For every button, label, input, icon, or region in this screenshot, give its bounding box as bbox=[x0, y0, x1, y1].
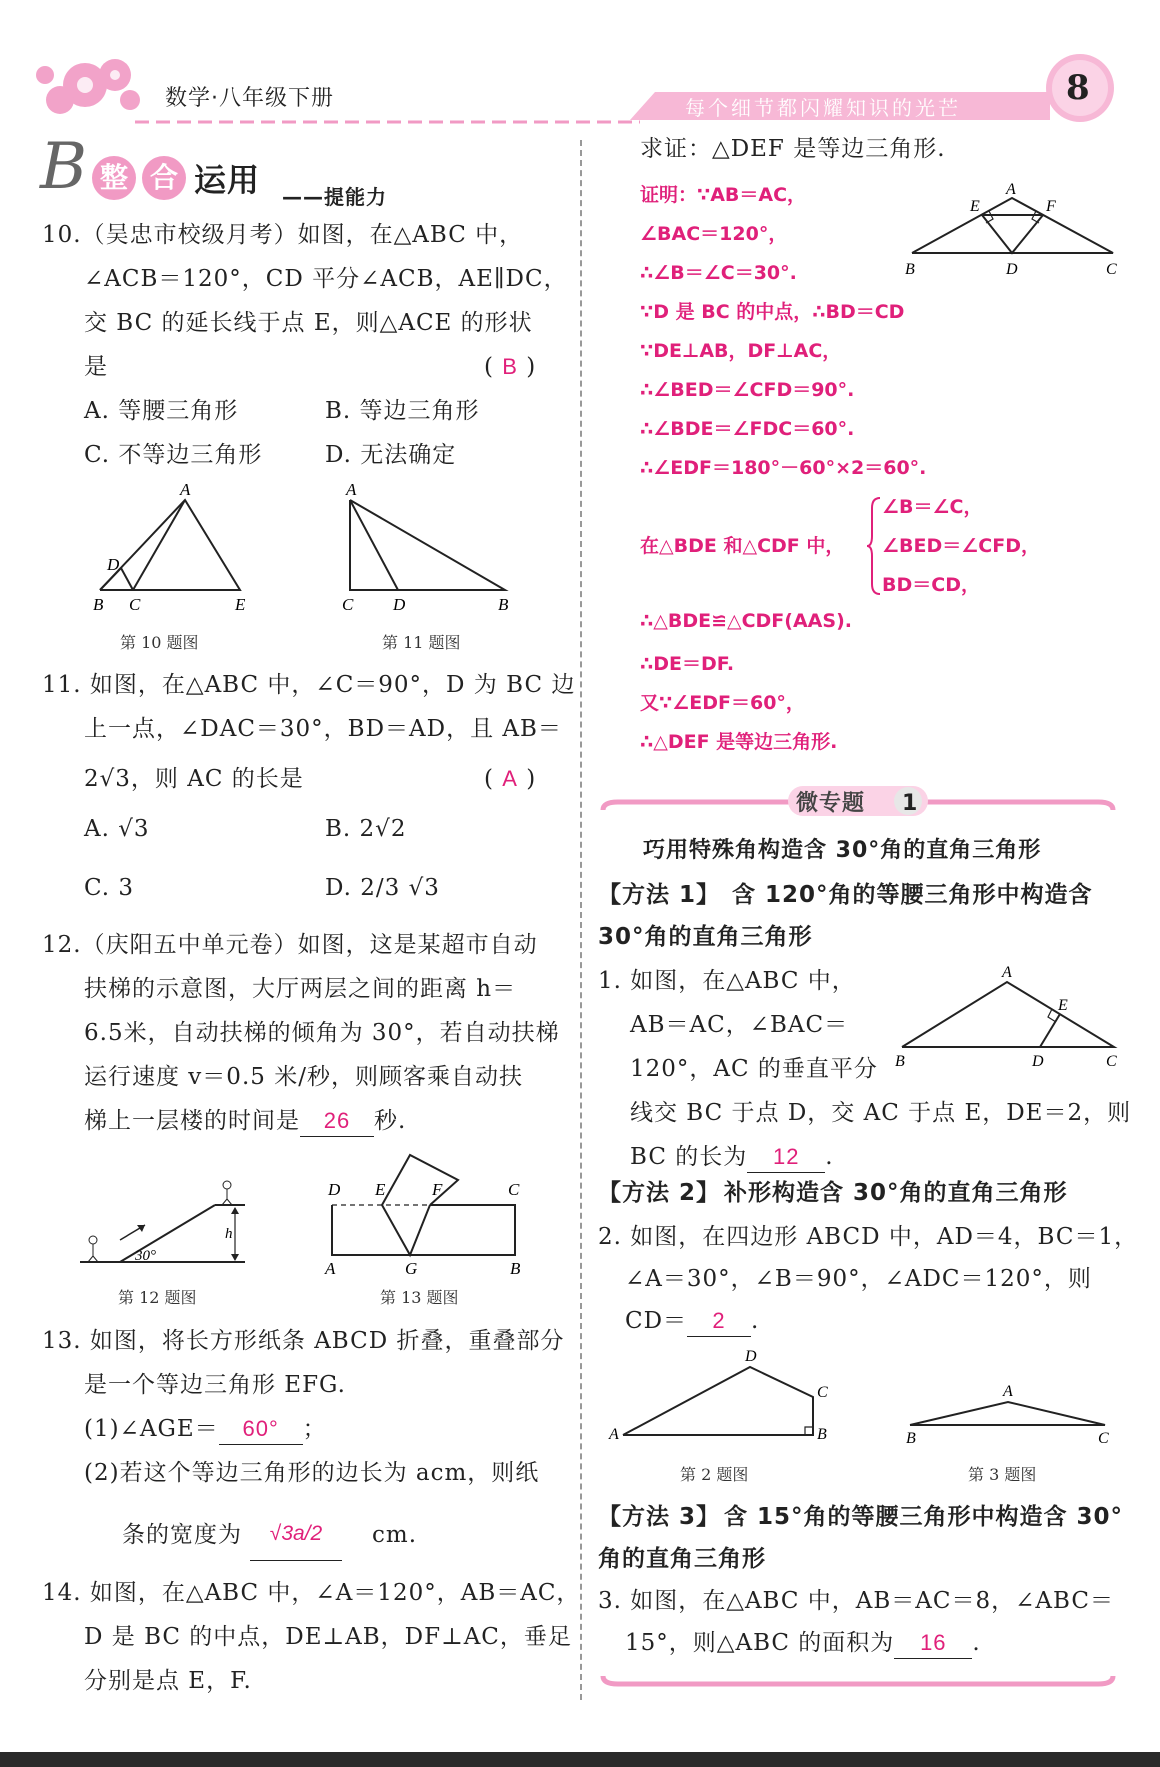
fig11-label-c: C bbox=[342, 595, 354, 614]
svg-text:A: A bbox=[1002, 964, 1012, 981]
header-motto: 每个细节都闪耀知识的光芒 bbox=[685, 96, 961, 120]
q14-line-3: 分别是点 E，F. bbox=[84, 1668, 252, 1694]
proof-line-11: 又∵∠EDF＝60°， bbox=[640, 692, 805, 714]
q14-line-1: 14. 如图，在△ABC 中，∠A＝120°，AB＝AC， bbox=[42, 1580, 581, 1606]
q14-line-2: D 是 BC 的中点，DE⊥AB，DF⊥AC，垂足 bbox=[84, 1624, 572, 1650]
q11-line-3: 2√3，则 AC 的长是 bbox=[84, 766, 304, 792]
q13-line-1: 13. 如图，将长方形纸条 ABCD 折叠，重叠部分 bbox=[42, 1328, 565, 1354]
fig13-label-c: C bbox=[508, 1180, 520, 1199]
proof-line-12: ∴△DEF 是等边三角形. bbox=[640, 731, 838, 753]
fig13-label-f: F bbox=[432, 1180, 443, 1199]
micro-badge-number: 1 bbox=[902, 791, 919, 816]
proof-brace-icon bbox=[866, 496, 882, 596]
fig14-label-b: B bbox=[905, 261, 915, 278]
svg-text:B: B bbox=[895, 1053, 905, 1070]
proof-line-9: ∴△BDE≌△CDF(AAS). bbox=[640, 610, 852, 632]
fig14-label-f: F bbox=[1046, 198, 1056, 215]
section-char2: 合 bbox=[142, 156, 186, 200]
p2-line-3: CD＝ 2 . bbox=[625, 1306, 759, 1337]
svg-text:C: C bbox=[1106, 1053, 1117, 1070]
fig3-caption: 第 3 题图 bbox=[968, 1465, 1037, 1484]
q13-part-1-end: ； bbox=[302, 1416, 327, 1442]
svg-text:A: A bbox=[1003, 1383, 1013, 1400]
figure-12 bbox=[75, 1170, 255, 1270]
fig11-caption: 第 11 题图 bbox=[382, 633, 461, 652]
q10-option-a: A. 等腰三角形 bbox=[84, 398, 239, 424]
q11-option-a: A. √3 bbox=[84, 816, 150, 842]
q10-option-b: B. 等边三角形 bbox=[325, 398, 480, 424]
micro-title: 巧用特殊角构造含 30°角的直角三角形 bbox=[643, 838, 1042, 863]
q13-unit: cm. bbox=[372, 1522, 418, 1548]
q12-line-4: 运行速度 v＝0.5 米/秒，则顾客乘自动扶 bbox=[84, 1064, 523, 1090]
fig14-label-c: C bbox=[1106, 261, 1117, 278]
section-char1: 整 bbox=[92, 156, 136, 200]
q11-answer: A bbox=[502, 766, 518, 791]
fig14-label-e: E bbox=[970, 198, 980, 215]
q13-answer-2: √3a/2 bbox=[250, 1508, 342, 1561]
method2-head: 【方法 2】 bbox=[598, 1180, 721, 1206]
p1-line-2: AB＝AC，∠BAC＝ bbox=[630, 1012, 849, 1038]
q11-option-b: B. 2√2 bbox=[325, 816, 407, 842]
fig12-caption: 第 12 题图 bbox=[118, 1288, 197, 1307]
p2-line-3-text: CD＝ bbox=[625, 1308, 688, 1334]
fig13-label-a: A bbox=[325, 1259, 336, 1275]
q10-answer-bracket: ( B ) bbox=[484, 354, 537, 380]
svg-text:E: E bbox=[1058, 997, 1068, 1014]
fig10-label-e: E bbox=[235, 595, 246, 614]
q13-part-2b: 条的宽度为 bbox=[122, 1522, 242, 1548]
q10-option-d: D. 无法确定 bbox=[325, 442, 457, 468]
p1-line-1: 1. 如图，在△ABC 中， bbox=[598, 968, 856, 994]
proof-brace-3: BD＝CD， bbox=[882, 574, 980, 596]
fig14-label-a: A bbox=[1006, 181, 1016, 198]
q11-answer-bracket: ( A ) bbox=[484, 766, 537, 792]
q10-line-2: ∠ACB＝120°，CD 平分∠ACB，AE∥DC， bbox=[84, 266, 568, 292]
fig10-label-c: C bbox=[129, 595, 141, 614]
q11-line-2: 上一点，∠DAC＝30°，BD＝AD，且 AB＝ bbox=[84, 716, 562, 742]
method2-text: 补形构造含 30°角的直角三角形 bbox=[724, 1180, 1068, 1206]
proof-line-1: 证明：∵AB＝AC， bbox=[640, 184, 807, 206]
fig12-label-h: h bbox=[225, 1226, 233, 1242]
figure-11 bbox=[330, 480, 520, 615]
section-title: 运用 bbox=[194, 161, 261, 199]
q11-option-d: D. 2/3 √3 bbox=[325, 875, 440, 901]
proof-line-2: ∠BAC＝120°， bbox=[640, 223, 788, 245]
q12-line-1: 12.（庆阳五中单元卷）如图，这是某超市自动 bbox=[42, 932, 538, 958]
q14-prove: 求证：△DEF 是等边三角形. bbox=[640, 136, 946, 162]
q13-line-2: 是一个等边三角形 EFG. bbox=[84, 1372, 346, 1398]
svg-text:C: C bbox=[817, 1384, 828, 1401]
svg-text:B: B bbox=[817, 1426, 827, 1443]
bottom-bar bbox=[0, 1752, 1160, 1767]
q12-line-2: 扶梯的示意图，大厅两层之间的距离 h＝ bbox=[84, 976, 517, 1002]
micro-badge: 微专题 bbox=[796, 791, 866, 816]
svg-text:B: B bbox=[906, 1430, 916, 1445]
p1-line-5-text: BC 的长为 bbox=[630, 1144, 748, 1170]
q13-part-1 bbox=[84, 1414, 327, 1445]
micro-topic-footer-line bbox=[598, 1670, 1118, 1692]
p3-answer: 16 bbox=[894, 1628, 972, 1659]
method3-text2: 角的直角三角形 bbox=[598, 1546, 766, 1572]
proof-brace-2: ∠BED＝∠CFD， bbox=[882, 535, 1040, 557]
p2-answer: 2 bbox=[687, 1306, 751, 1337]
fig10-label-a: A bbox=[180, 480, 191, 499]
q11-line-1: 11. 如图，在△ABC 中，∠C＝90°，D 为 BC 边 bbox=[42, 672, 576, 698]
fig10-caption: 第 10 题图 bbox=[120, 633, 199, 652]
fig13-label-d: D bbox=[328, 1180, 341, 1199]
p3-line-2-text: 15°，则△ABC 的面积为 bbox=[625, 1630, 895, 1656]
svg-text:D: D bbox=[745, 1348, 757, 1365]
proof-line-4: ∵D 是 BC 的中点，∴BD＝CD bbox=[640, 301, 905, 323]
q13-part-2a: (2)若这个等边三角形的边长为 acm，则纸 bbox=[84, 1460, 540, 1486]
q13-part-1-text: (1)∠AGE＝ bbox=[84, 1416, 219, 1442]
fig12-label-angle: 30° bbox=[135, 1248, 156, 1264]
fig13-label-b: B bbox=[510, 1259, 521, 1275]
page-number: 8 bbox=[1066, 68, 1091, 108]
fig14-label-d: D bbox=[1006, 261, 1018, 278]
q12-line-5-text: 梯上一层楼的时间是 bbox=[84, 1108, 300, 1134]
column-divider bbox=[580, 140, 582, 1700]
p2-line-1: 2. 如图，在四边形 ABCD 中，AD＝4，BC＝1， bbox=[598, 1224, 1139, 1250]
q12-answer: 26 bbox=[300, 1106, 374, 1137]
fig11-label-d: D bbox=[393, 595, 406, 614]
q13-answer-1: 60° bbox=[219, 1414, 303, 1445]
q12-line-5 bbox=[84, 1106, 406, 1137]
fig13-label-g: G bbox=[405, 1259, 418, 1275]
fig13-caption: 第 13 题图 bbox=[380, 1288, 459, 1307]
header-subject: 数学·八年级下册 bbox=[165, 86, 334, 111]
p1-line-4: 线交 BC 于点 D，交 AC 于点 E，DE＝2，则 bbox=[630, 1100, 1132, 1126]
p2-line-2: ∠A＝30°，∠B＝90°，∠ADC＝120°，则 bbox=[625, 1266, 1092, 1292]
section-subtitle: ——提能力 bbox=[282, 185, 387, 209]
proof-line-3: ∴∠B＝∠C＝30°. bbox=[640, 262, 797, 284]
p3-line-2: 15°，则△ABC 的面积为 16 . bbox=[625, 1628, 981, 1659]
section-letter: B bbox=[40, 130, 89, 204]
method3-head: 【方法 3】 bbox=[598, 1504, 721, 1530]
svg-text:C: C bbox=[1098, 1430, 1109, 1445]
proof-line-10: ∴DE＝DF. bbox=[640, 653, 735, 675]
p3-line-1: 3. 如图，在△ABC 中，AB＝AC＝8，∠ABC＝ bbox=[598, 1588, 1114, 1614]
figure-13 bbox=[320, 1150, 530, 1275]
fig10-label-d: D bbox=[107, 555, 120, 574]
proof-line-5: ∵DE⊥AB，DF⊥AC， bbox=[640, 340, 842, 362]
p1-answer: 12 bbox=[747, 1142, 825, 1173]
method1-head: 【方法 1】 bbox=[598, 882, 721, 908]
proof-brace-prefix: 在△BDE 和△CDF 中， bbox=[640, 535, 845, 557]
figure-p2 bbox=[605, 1345, 840, 1445]
svg-text:D: D bbox=[1032, 1053, 1044, 1070]
proof-line-7: ∴∠BDE＝∠FDC＝60°. bbox=[640, 418, 855, 440]
q12-line-3: 6.5米，自动扶梯的倾角为 30°，若自动扶梯 bbox=[84, 1020, 560, 1046]
q10-option-c: C. 不等边三角形 bbox=[84, 442, 263, 468]
q11-option-c: C. 3 bbox=[84, 875, 135, 901]
q10-line-1: 10.（吴忠市校级月考）如图，在△ABC 中， bbox=[42, 222, 524, 248]
method1-text2: 30°角的直角三角形 bbox=[598, 924, 813, 950]
q10-line-3: 交 BC 的延长线于点 E，则△ACE 的形状 bbox=[84, 310, 533, 336]
figure-p1 bbox=[892, 962, 1124, 1072]
svg-text:A: A bbox=[609, 1426, 619, 1443]
figure-p3 bbox=[900, 1380, 1120, 1445]
method3-text: 含 15°角的等腰三角形中构造含 30° bbox=[724, 1504, 1124, 1530]
p1-line-3: 120°，AC 的垂直平分 bbox=[630, 1056, 878, 1082]
fig11-label-b: B bbox=[498, 595, 509, 614]
fig2-caption: 第 2 题图 bbox=[680, 1465, 749, 1484]
q10-line-4: 是 bbox=[84, 354, 108, 380]
proof-line-6: ∴∠BED＝∠CFD＝90°. bbox=[640, 379, 855, 401]
proof-brace-1: ∠B＝∠C， bbox=[882, 496, 983, 518]
p1-line-5: BC 的长为 12 . bbox=[630, 1142, 834, 1173]
fig10-label-b: B bbox=[93, 595, 104, 614]
proof-line-8: ∴∠EDF＝180°－60°×2＝60°. bbox=[640, 457, 927, 479]
figure-10 bbox=[85, 480, 255, 615]
method1-text: 含 120°角的等腰三角形中构造含 bbox=[732, 882, 1093, 908]
figure-14 bbox=[900, 178, 1125, 278]
q10-answer: B bbox=[502, 354, 518, 379]
fig13-label-e: E bbox=[375, 1180, 386, 1199]
fig11-label-a: A bbox=[346, 480, 357, 499]
q12-unit: 秒. bbox=[374, 1108, 407, 1134]
